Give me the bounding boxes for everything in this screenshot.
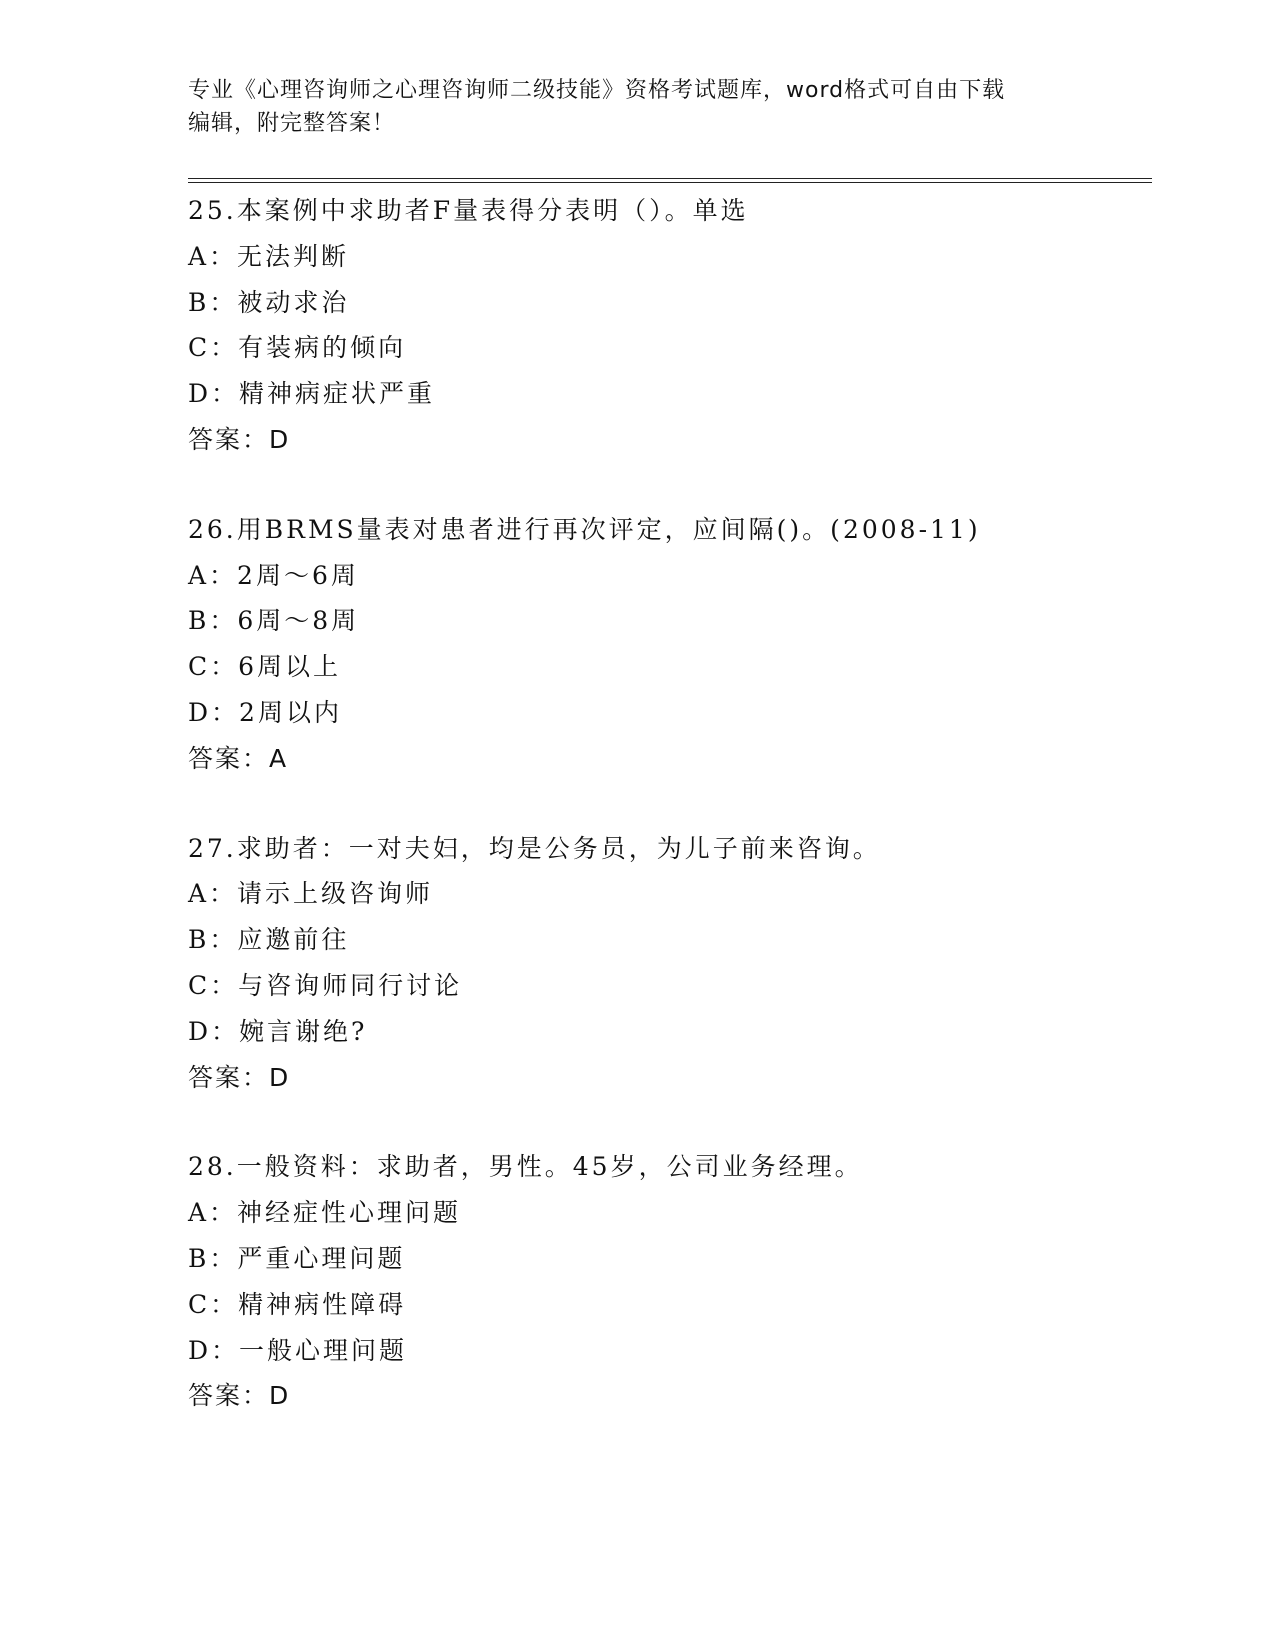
option-d: D：精神病症状严重 [188, 379, 436, 409]
header-divider-bottom [188, 182, 1152, 183]
option-b: B：严重心理问题 [188, 1243, 406, 1273]
option-d: D：婉言谢绝? [188, 1016, 368, 1046]
question-27 [188, 826, 1148, 1101]
question-26 [188, 507, 1148, 782]
answer-line: 答案：D [188, 1062, 291, 1092]
option-b: B：被动求治 [188, 287, 350, 317]
header-line-1: 专业《心理咨询师之心理咨询师二级技能》资格考试题库，word格式可自由下载 [188, 78, 1006, 103]
answer-line: 答案：D [188, 1381, 291, 1411]
question-28 [188, 1144, 1148, 1419]
option-c: C：有装病的倾向 [188, 333, 407, 363]
header-divider-top [188, 178, 1152, 179]
option-c: C：精神病性障碍 [188, 1289, 407, 1319]
option-d: D：一般心理问题 [188, 1335, 408, 1365]
option-d: D：2周以内 [188, 697, 342, 727]
question-title: 27.求助者：一对夫妇，均是公务员，为儿子前来咨询。 [188, 833, 881, 863]
question-list [188, 188, 1148, 1463]
answer-line: 答案：A [188, 743, 289, 773]
header-line-2: 编辑，附完整答案！ [188, 111, 396, 136]
option-a: A：神经症性心理问题 [188, 1198, 462, 1228]
option-a: A：无法判断 [188, 241, 350, 271]
question-title: 25.本案例中求助者F量表得分表明（）。单选 [188, 196, 749, 225]
question-25 [188, 188, 1148, 463]
option-c: C：与咨询师同行讨论 [188, 970, 463, 1000]
document-header [188, 74, 1078, 140]
question-title: 26.用BRMS量表对患者进行再次评定，应间隔()。(2008-11) [188, 514, 981, 544]
option-b: B：6周～8周 [188, 606, 360, 636]
answer-line: 答案：D [188, 424, 291, 454]
question-title: 28.一般资料：求助者，男性。45岁，公司业务经理。 [188, 1152, 863, 1182]
option-c: C：6周以上 [188, 652, 342, 682]
option-a: A：2周～6周 [188, 560, 359, 590]
option-b: B：应邀前往 [188, 925, 350, 955]
option-a: A：请示上级咨询师 [188, 879, 434, 909]
